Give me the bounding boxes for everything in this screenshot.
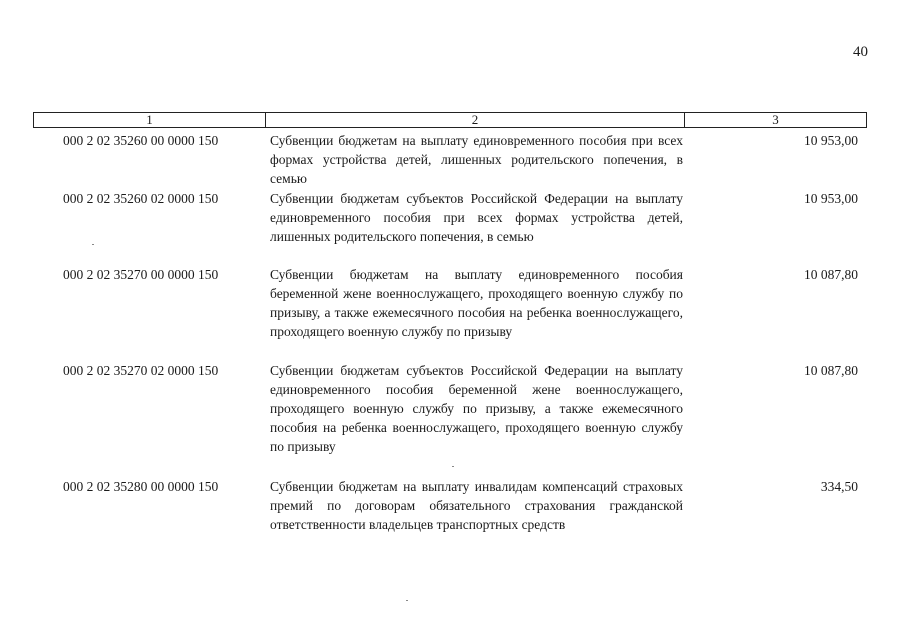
budget-code: 000 2 02 35260 02 0000 150 <box>63 191 219 206</box>
scan-speck <box>452 466 454 467</box>
row-description: Субвенции бюджетам субъектов Российской Федерации на выплату единовременного пособия при всех формах устройства детей, лишенных родительского попечения, в семью <box>270 191 683 244</box>
table-header <box>33 112 867 128</box>
row-amount: 10 087,80 <box>804 267 858 282</box>
row-amount: 10 087,80 <box>804 363 858 378</box>
page-number: 40 <box>853 44 868 60</box>
row-description: Субвенции бюджетам субъектов Российской Федерации на выплату единовременного пособия беременной жене военнослужащего, проходящего военную службу по призыву, а также ежемесячного пособия на ребенка военнослужащего, проходящего военную службу по призыву <box>270 363 683 454</box>
column-header-1: 1 <box>34 113 266 127</box>
row-description: Субвенции бюджетам на выплату единовременного пособия при всех формах устройства детей, лишенных родительского попечения, в семью <box>270 133 683 186</box>
row-amount: 334,50 <box>820 479 858 494</box>
row-amount: 10 953,00 <box>804 191 858 206</box>
budget-code: 000 2 02 35280 00 0000 150 <box>63 479 219 494</box>
column-header-2: 2 <box>266 113 685 127</box>
scan-speck <box>406 600 408 601</box>
row-description: Субвенции бюджетам на выплату единовременного пособия беременной жене военнослужащего, проходящего военную службу по призыву, а также ежемесячного пособия на ребенка военнослужащего, проходящего военную службу по призыву <box>270 267 683 339</box>
budget-code: 000 2 02 35270 00 0000 150 <box>63 267 219 282</box>
budget-code: 000 2 02 35270 02 0000 150 <box>63 363 219 378</box>
row-description: Субвенции бюджетам на выплату инвалидам компенсаций страховых премий по договорам обязательного страхования гражданской ответственности владельцев транспортных средств <box>270 479 683 532</box>
row-amount: 10 953,00 <box>804 133 858 148</box>
budget-code: 000 2 02 35260 00 0000 150 <box>63 133 219 148</box>
scan-speck <box>92 244 94 245</box>
column-header-3: 3 <box>772 112 779 127</box>
